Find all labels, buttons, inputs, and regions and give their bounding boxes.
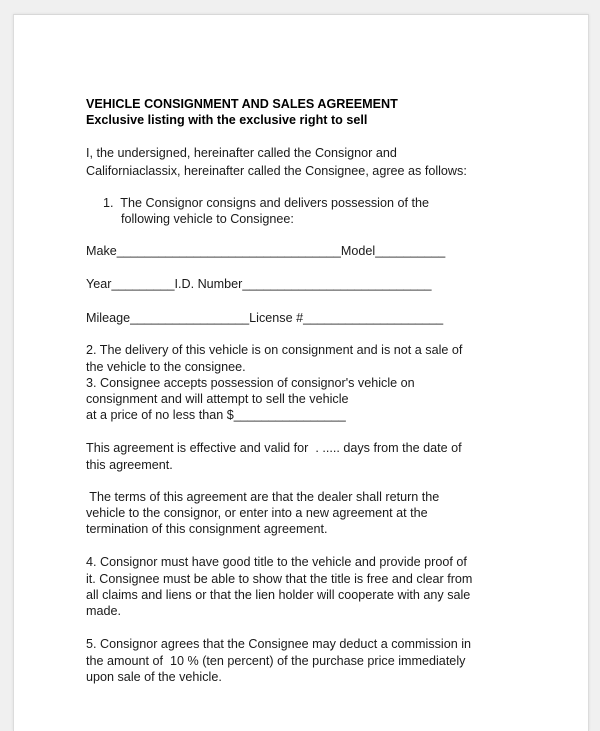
effective-line: this agreement. bbox=[86, 458, 173, 472]
effective-line: This agreement is effective and valid for . ..... days from the date of bbox=[86, 441, 462, 455]
clause-5-line: upon sale of the vehicle. bbox=[86, 670, 222, 684]
price-field: at a price of no less than $________________ bbox=[86, 408, 346, 422]
year-id-field: Year_________I.D. Number___________________________ bbox=[86, 277, 432, 291]
clause-4-line: 4. Consignor must have good title to the vehicle and provide proof of bbox=[86, 555, 467, 569]
clause-4-line: made. bbox=[86, 604, 122, 618]
clause-2-line: 2. The delivery of this vehicle is on consignment and is not a sale of bbox=[86, 343, 463, 357]
clause-1-line: following vehicle to Consignee: bbox=[121, 212, 294, 226]
make-model-field: Make________________________________Model__________ bbox=[86, 244, 446, 258]
terms-line: termination of this consignment agreement. bbox=[86, 522, 328, 536]
clause-3-line: consignment and will attempt to sell the vehicle bbox=[86, 392, 349, 406]
clause-5-line: the amount of 10 % (ten percent) of the purchase price immediately bbox=[86, 654, 466, 668]
clause-4-line: all claims and liens or that the lien holder will cooperate with any sale bbox=[86, 588, 471, 602]
clause-1-line: 1. The Consignor consigns and delivers possession of the bbox=[103, 196, 429, 210]
document-subtitle: Exclusive listing with the exclusive right to sell bbox=[86, 113, 368, 127]
clause-3-line: 3. Consignee accepts possession of consignor's vehicle on bbox=[86, 376, 415, 390]
clause-5-line: 5. Consignor agrees that the Consignee may deduct a commission in bbox=[86, 637, 472, 651]
terms-line: The terms of this agreement are that the dealer shall return the bbox=[86, 490, 440, 504]
mileage-license-field: Mileage_________________License #____________________ bbox=[86, 311, 444, 325]
clause-4-line: it. Consignee must be able to show that the title is free and clear from bbox=[86, 572, 473, 586]
document-title: VEHICLE CONSIGNMENT AND SALES AGREEMENT bbox=[86, 97, 398, 111]
clause-2-line: the vehicle to the consignee. bbox=[86, 360, 246, 374]
intro-line: Californiaclassix, hereinafter called the Consignee, agree as follows: bbox=[86, 164, 467, 178]
document-page bbox=[13, 14, 589, 731]
terms-line: vehicle to the consignor, or enter into a new agreement at the bbox=[86, 506, 428, 520]
intro-line: I, the undersigned, hereinafter called the Consignor and bbox=[86, 146, 397, 160]
